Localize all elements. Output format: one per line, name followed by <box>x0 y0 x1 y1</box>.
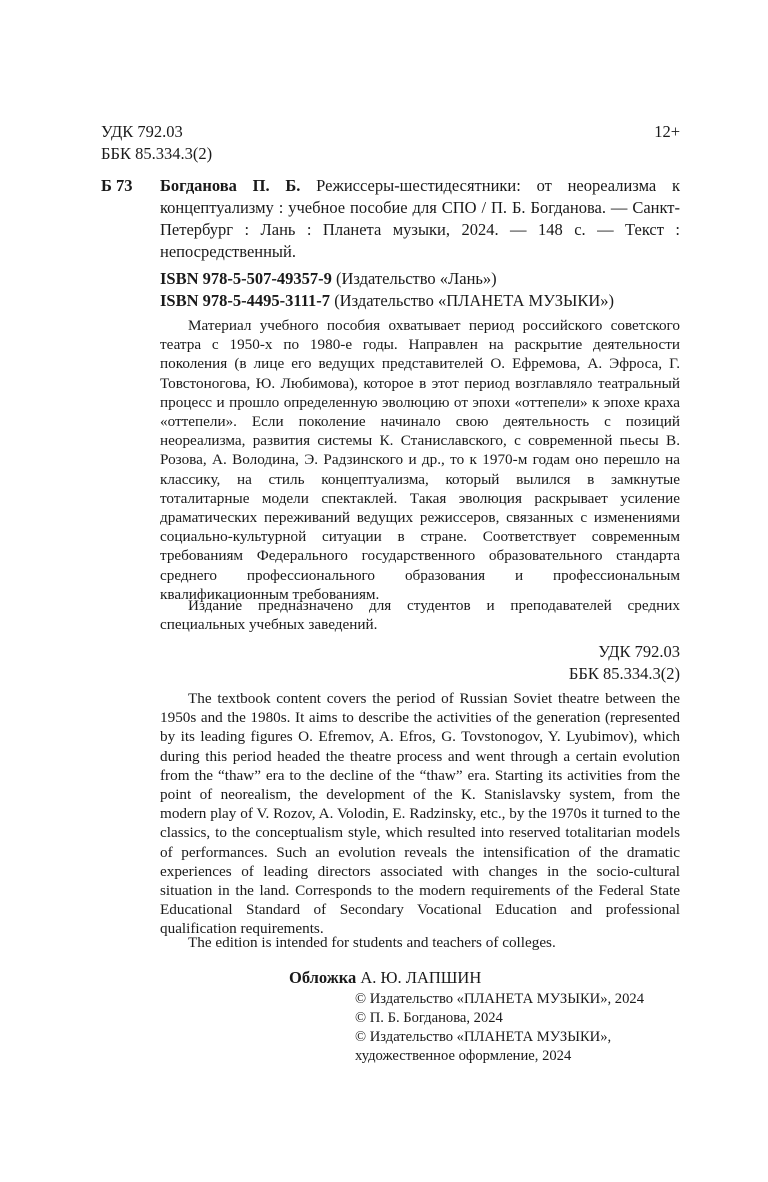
copyright-line: © Издательство «ПЛАНЕТА МУЗЫКИ», 2024 <box>355 991 644 1007</box>
header-bbk: ББК 85.334.3(2) <box>101 144 213 163</box>
abstract-en-paragraph-2: The edition is intended for students and teachers of colleges. <box>188 934 556 951</box>
abstract-ru-paragraph-2: Издание предназначено для студентов и преподавателей средних специальных учебных заведений. <box>160 597 680 634</box>
copyright-line: © П. Б. Богданова, 2024 <box>355 1010 503 1026</box>
header-udk: УДК 792.03 <box>101 122 183 141</box>
isbn-line-1 <box>160 268 497 290</box>
cover-credit <box>289 967 481 989</box>
abstract-en-paragraph-1: The textbook content covers the period of Russian Soviet theatre between the 1950s and the 1980s. It aims to describe the activities of the generation (represented by its leading figures O. Efremov, A. Efros, G. Tovstonogov, Y. Lyubimov), which during this period headed the theatre process and went through a certain evolution from the “thaw” era to the decline of the “thaw” era. Starting its activities from the point of neorealism, the development of the K. Stanislavsky system, from the modern play of V. Rozov, A. Volodin, E. Radzinsky, etc., by the 1970s it turned to the classics, to the conceptualism style, which resulted into reserved totalitarian models of performances. Such an evolution reveals the intensification of the dramatic experiences of leading directors associated with changes in the socio-cultural situation in the land. Corresponds to the modern requirements of the Federal State Educational Standard of Secondary Vocational Education and professional qualification requirements. <box>160 690 680 938</box>
isbn-publisher: (Издательство «Лань») <box>336 269 497 288</box>
copyright-line: художественное оформление, 2024 <box>355 1048 572 1064</box>
cover-label: Обложка <box>289 968 357 987</box>
footer-udk: УДК 792.03 <box>598 642 680 661</box>
bibliographic-title: Режиссеры-шестидесятники: от неореализма к концептуализму : учебное пособие для СПО / П. Б. Богданова. — Санкт-Петербург : Лань : Планета музыки, 2024. — 148 с. — Текст : непосредственный. <box>160 176 680 261</box>
copyright-line: © Издательство «ПЛАНЕТА МУЗЫКИ», <box>355 1029 612 1045</box>
isbn-number: ISBN 978-5-507-49357-9 <box>160 269 332 288</box>
author-mark: Б 73 <box>101 176 133 195</box>
abstract-ru-paragraph-1: Материал учебного пособия охватывает период российского советского театра с 1950-х по 1980-е годы. Направлен на раскрытие деятельности поколения (в лице его ведущих представителей О. Ефремова, А. Эфроса, Г. Товстоногова, Ю. Любимова), которое в этот период возглавляло театральный процесс и прошло определенную эволюцию от эпохи «оттепели» к эпохе краха «оттепели». Если поколение начинало свою деятельность с позиций неореализма, развития системы К. Станиславского, с современной пьесы В. Розова, А. Володина, Э. Радзинского и др., то к 1970-м годам оно перешло на классику, на стиль концептуализма, который вылился в замкнутые тоталитарные модели спектаклей. Такая эволюция раскрывает усиление драматических переживаний ведущих режиссеров, связанных с изменениями социально-культурной ситуации в стране. Соответствует современным требованиям Федерального государственного образовательного стандарта среднего профессионального образования и профессиональным квалификационным требованиям. <box>160 317 680 603</box>
cover-artist: А. Ю. ЛАПШИН <box>360 968 482 987</box>
isbn-publisher: (Издательство «ПЛАНЕТА МУЗЫКИ») <box>334 291 615 310</box>
bibliographic-record <box>160 175 680 263</box>
isbn-line-2 <box>160 290 614 312</box>
age-rating-badge: 12+ <box>654 122 680 141</box>
footer-bbk: ББК 85.334.3(2) <box>568 664 680 683</box>
isbn-number: ISBN 978-5-4495-3111-7 <box>160 291 331 310</box>
author-name: Богданова П. Б. <box>160 176 301 195</box>
